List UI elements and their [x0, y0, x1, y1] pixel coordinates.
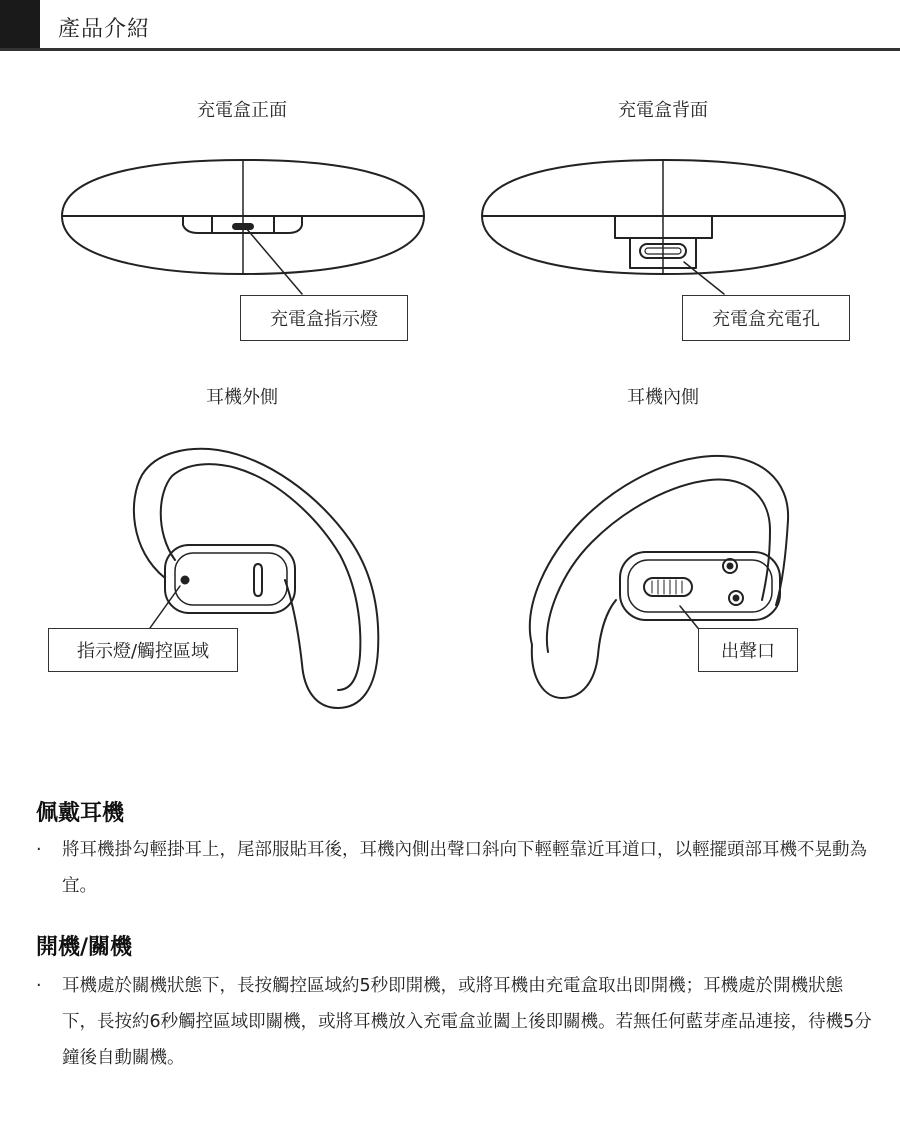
case-back-caption: 充電盒背面 — [618, 100, 708, 121]
wearing-text: 將耳機掛勾輕掛耳上，尾部服貼耳後，耳機內側出聲口斜向下輕輕靠近耳道口，以輕擺頭部耳機不晃動為宜。 — [62, 840, 867, 896]
touch-area-callout: 指示燈/觸控區域 — [48, 628, 238, 672]
wearing-instructions — [36, 832, 876, 904]
case-indicator-callout: 充電盒指示燈 — [240, 295, 408, 341]
case-front-caption: 充電盒正面 — [197, 100, 287, 121]
case-back-illustration — [482, 160, 845, 294]
indicator-light-icon — [233, 224, 253, 229]
power-section-title: 開機/關機 — [36, 935, 133, 960]
power-instructions — [36, 968, 876, 1076]
page-title: 產品介紹 — [58, 17, 151, 42]
power-text: 耳機處於關機狀態下，長按觸控區域約5秒即開機，或將耳機由充電盒取出即開機；耳機處於開機狀態下，長按約6秒觸控區域即關機，或將耳機放入充電盒並闔上後即關機。若無任何藍芽產品連接，待機5分鐘後自動關機。 — [62, 976, 872, 1068]
touch-area-icon — [254, 564, 262, 596]
speaker-grille-icon — [644, 578, 692, 596]
case-charging-port-callout: 充電盒充電孔 — [682, 295, 850, 341]
earbud-inner-caption: 耳機內側 — [627, 387, 699, 408]
wearing-section-title: 佩戴耳機 — [36, 801, 125, 826]
earbud-outer-caption: 耳機外側 — [206, 387, 278, 408]
speaker-outlet-callout: 出聲口 — [698, 628, 798, 672]
case-front-illustration — [62, 160, 424, 294]
indicator-dot-icon — [182, 577, 189, 584]
bullet: · — [36, 840, 42, 860]
bullet: · — [36, 976, 42, 996]
